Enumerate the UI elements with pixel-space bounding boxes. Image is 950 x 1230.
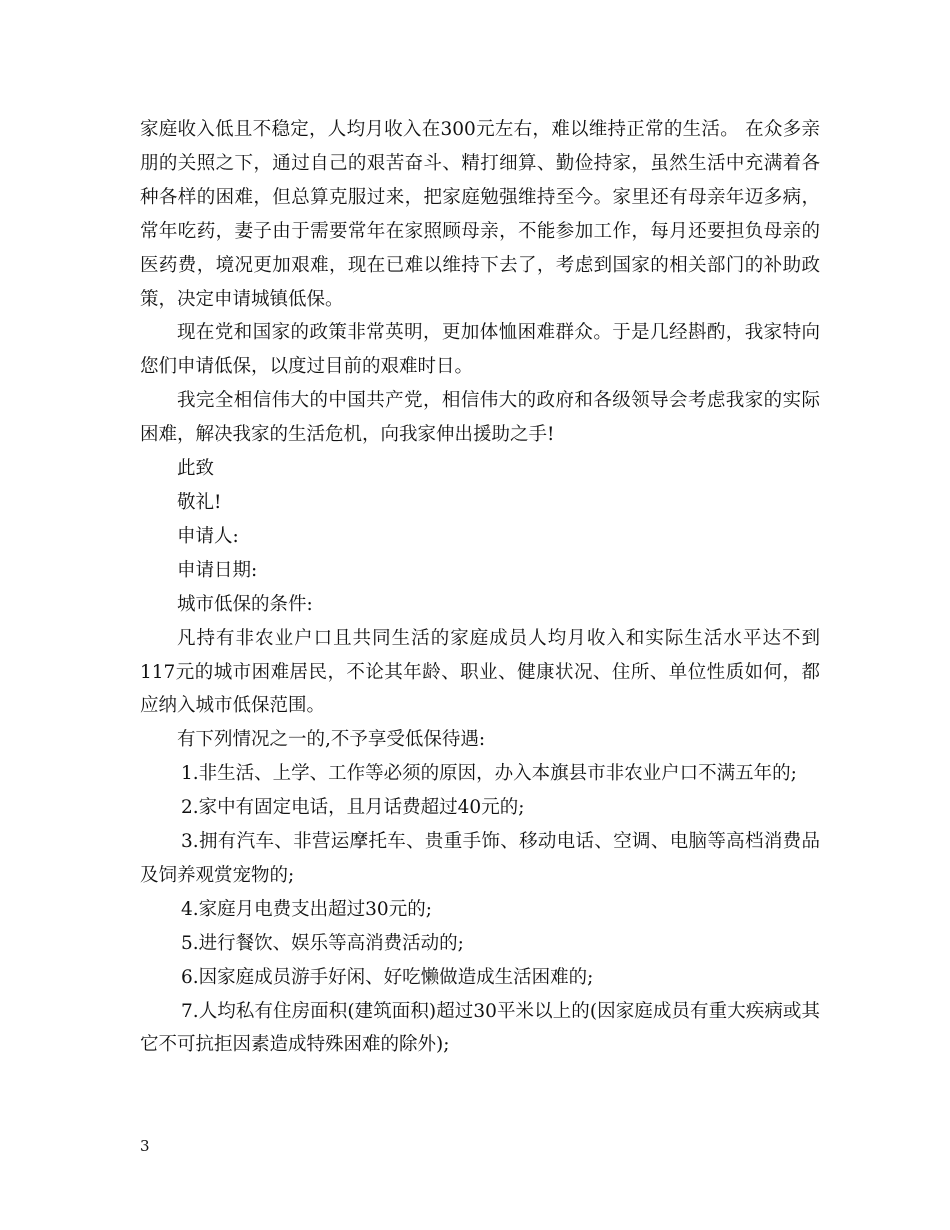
applicant-label: 申请人: bbox=[177, 525, 239, 547]
exclusion-item-6: 6.因家庭成员游手好闲、好吃懒做造成生活困难的; bbox=[181, 966, 594, 988]
application-date-label: 申请日期: bbox=[177, 559, 258, 581]
body-paragraph-income: 家庭收入低且不稳定，人均月收入在300元左右，难以维持正常的生活。 在众多亲朋的关照之下，通过自己的艰苦奋斗、精打细算、勤俭持家，虽然生活中充满着各种各样的困难，但总算克服过来，把家庭勉强维持至今。家里还有母亲年迈多病，常年吃药，妻子由于需要常年在家照顾母亲，不能参加工作，每月还要担负母亲的医药费，境况更加艰难，现在已难以维持下去了，考虑到国家的相关部门的补助政策，决定申请城镇低保。 bbox=[140, 119, 820, 310]
exclusion-item-3: 3.拥有汽车、非营运摩托车、贵重手饰、移动电话、空调、电脑等高档消费品及饲养观赏宠物的; bbox=[140, 831, 820, 886]
exclusion-item-2: 2.家中有固定电话，且月话费超过40元的; bbox=[181, 797, 525, 819]
page-number: 3 bbox=[140, 1137, 150, 1155]
exclusion-item-7: 7.人均私有住房面积(建筑面积)超过30平米以上的(因家庭成员有重大疾病或其它不可抗拒因素造成特殊困难的除外); bbox=[140, 1000, 820, 1056]
section-heading-conditions: 城市低保的条件: bbox=[177, 593, 313, 615]
exclusion-item-5: 5.进行餐饮、娱乐等高消费活动的; bbox=[181, 932, 464, 954]
closing-salutation: 此致 bbox=[177, 458, 215, 480]
exclusion-item-1: 1.非生活、上学、工作等必须的原因，办入本旗县市非农业户口不满五年的; bbox=[181, 763, 797, 785]
exclusion-item-4: 4.家庭月电费支出超过30元的; bbox=[181, 898, 432, 920]
body-paragraph-policy: 现在党和国家的政策非常英明，更加体恤困难群众。于是几经斟酌，我家特向您们申请低保，以度过目前的艰难时日。 bbox=[140, 322, 820, 378]
closing-respect: 敬礼! bbox=[177, 491, 222, 513]
body-paragraph-trust: 我完全相信伟大的中国共产党，相信伟大的政府和各级领导会考虑我家的实际困难，解决我家的生活危机，向我家伸出援助之手! bbox=[140, 390, 820, 446]
body-paragraph-eligibility: 凡持有非农业户口且共同生活的家庭成员人均月收入和实际生活水平达不到117元的城市困难居民，不论其年龄、职业、健康状况、住所、单位性质如何，都应纳入城市低保范围。 bbox=[140, 627, 820, 717]
document-body bbox=[140, 113, 820, 1062]
exclusions-intro: 有下列情况之一的,不予享受低保待遇: bbox=[177, 729, 486, 751]
